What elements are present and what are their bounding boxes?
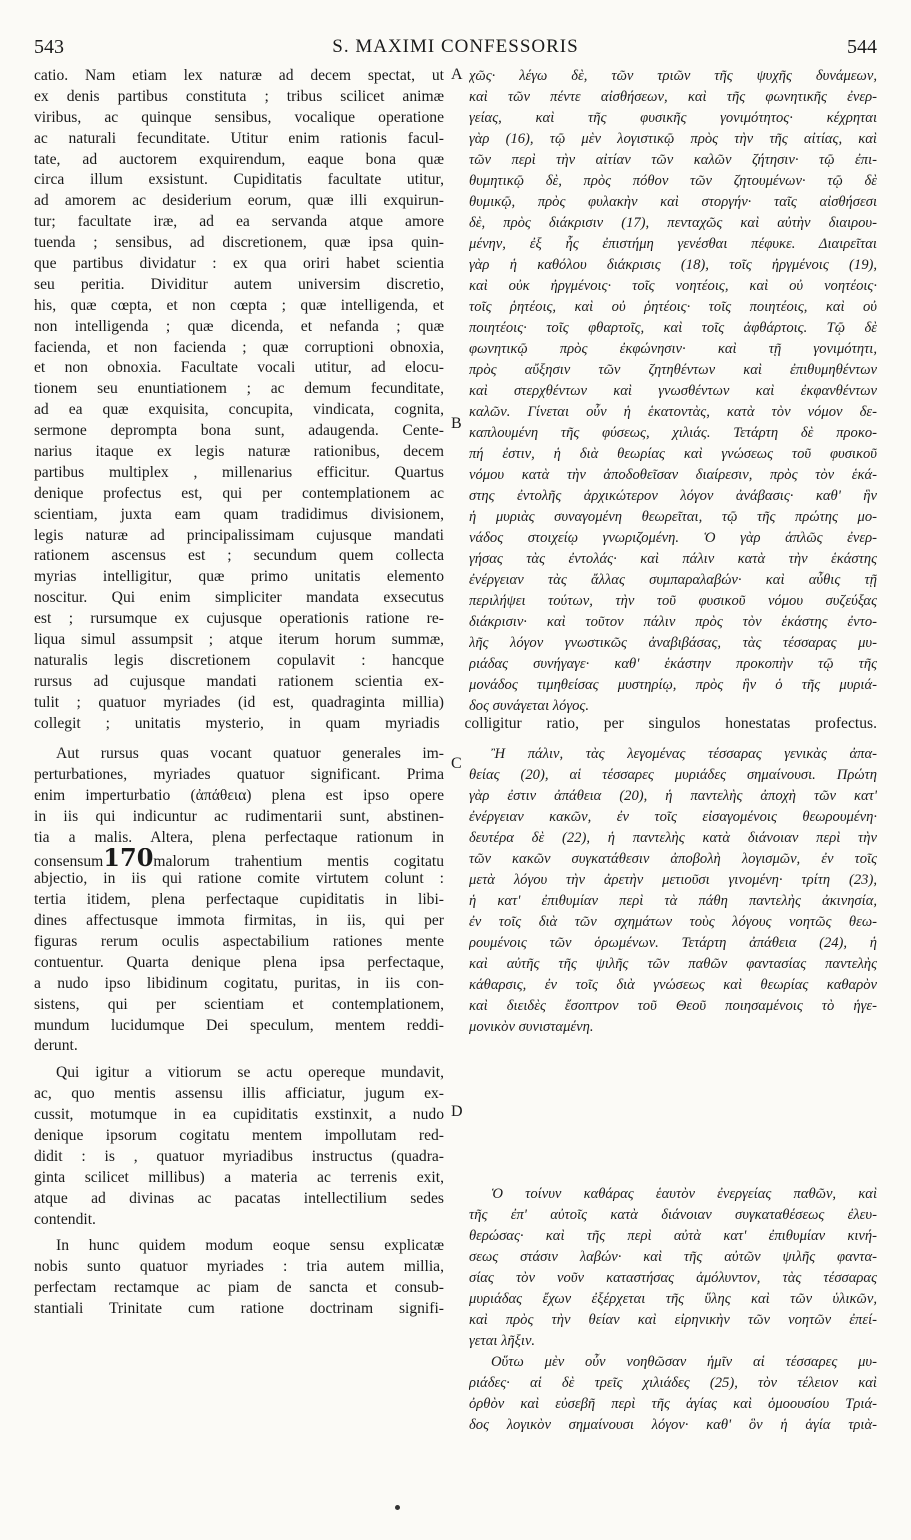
text-line: κάθαρσις, ἐν τοῖς διὰ γνώσεως καὶ θεωρίας καθαρὸν [469, 977, 877, 993]
text-line: perturbationes, myriades quatuor significant. Prima [34, 765, 444, 783]
text-line: γείας, καὶ τῆς φυσικῆς γονιμότητος· κέχρηται [469, 110, 877, 126]
text-line: καὶ πρὸς τὴν θείαν καὶ εἰρηνικὴν τῶν νοητῶν ἐπεί- [469, 1312, 877, 1328]
text-line: μονάδος τιμηθείσας μυστηρίῳ, πρὸς ἣν ὁ τῆς μυριά- [469, 677, 877, 693]
text-line: δος λογικὸν σημαίνουσι λόγον· καθ' ὃν ἡ ἁγία τριὰ- [469, 1417, 877, 1433]
text-line: narius itaque ex legis naturæ rationibus, decem [34, 443, 444, 461]
text-line: γὰρ ἐστιν ἀπάθεια (20), ἡ παντελὴς ἀποχὴ τῶν κατ' [469, 788, 877, 804]
text-line: a nudo ipso libidinum cogitatu, puritas, in iis con- [34, 974, 444, 992]
text-line: partibus multiplex , millenarius efficitur. Quartus [34, 463, 444, 481]
text-line: θείας (20), αἱ τέσσαρες μυριάδες σημαίνουσι. Πρώτη [469, 767, 877, 783]
text-line: nobis sunto quatuor myriades : tria autem millia, [34, 1258, 444, 1276]
text-line: In hunc quidem modum eoque sensu explicatæ [56, 1237, 444, 1255]
text-line: γὰρ ἡ καθόλου διάκρισις (18), τοῖς ἠργμένοις (19), [469, 257, 877, 273]
text-line: θυμητικῷ δὲ, πρὸς πόθον τῶν ζητουμένων· τῷ δὲ [469, 173, 877, 189]
text-line: καὶ οὐκ ἠργμένοις· τοῖς νοητέοις, καὶ οὐ νοητέοις· [469, 278, 877, 294]
text-line: myrias intelligitur, quæ primo unitatis elemento [34, 568, 444, 586]
greek-column-middle [469, 744, 877, 1038]
text-line: ἐνέργειαν κακῶν, ἐν τοῖς εἰσαγομένοις θεωρουμένη· [469, 809, 877, 825]
text-fragment: malorum trahentium mentis cogitatu [153, 853, 444, 870]
margin-letter-b: B [451, 415, 462, 432]
text-line: Qui igitur a vitiorum se actu opereque mundavit, [56, 1064, 444, 1082]
text-line: perfectam rectamque ac piam de sancta et consub- [34, 1279, 444, 1297]
text-line: σίας τὸν νοῦν καταστήσας ἀμόλυντον, τὰς τέσσαρας [469, 1270, 877, 1286]
text-line: tur; facultate iræ, ad ea servanda atque amore [34, 213, 444, 231]
page-number-left: 543 [34, 36, 64, 58]
text-line: ad amorem ac desiderium eorum, quæ illi exquirun- [34, 192, 444, 210]
text-line: non intelligenda ; quæ dicenda, et nefanda ; quæ [34, 317, 444, 335]
text-line: τῶν περὶ τὴν αἰτίαν τῶν καλῶν ζήτησιν· τῷ ἐπι- [469, 152, 877, 168]
text-line: sermone deprompta bona sunt, adaugenda. Cente- [34, 422, 444, 440]
text-line: contendit. [34, 1210, 96, 1228]
text-line: sistens, qui per scientiam et contemplationem, [34, 995, 444, 1013]
text-line: ac naturali fecunditate. Utitur enim rationis facul- [34, 129, 444, 147]
margin-letter-d: D [451, 1103, 463, 1120]
text-line: tuenda ; sensibus, ad discretionem, quæ ipsa quin- [34, 234, 444, 252]
text-line: περιλήψει τούτων, τὴν τοῦ φυσικοῦ νόμου συζεύξας [469, 593, 877, 609]
text-line: διάκρισιν· καὶ τοῦτον πάλιν πρὸς τὸν ἑκάστης ἐντο- [469, 614, 877, 630]
text-line: tulit ; quatuor myriades (id est, quadraginta millia) [34, 693, 444, 711]
text-line: naturalis legis discretionem copulavit : hancque [34, 651, 444, 669]
text-line: γήσας τὰς ἐντολάς· καὶ πάλιν κατὰ τὴν ἑκάστης [469, 551, 877, 567]
text-line: et non obnoxia. Facultate vocali utitur, ad elocu- [34, 359, 444, 377]
greek-column-top [469, 66, 877, 717]
running-title: S. MAXIMI CONFESSORIS [332, 36, 579, 57]
text-line: σεως στάσιν λαβών· καὶ τῆς αὐτῶν ψιλῆς φαντα- [469, 1249, 877, 1265]
text-line: viribus, ac quinque sensibus, vocalique operatione [34, 108, 444, 126]
text-line: tertia itidem, plena perfectaque cupiditatis in libi- [34, 891, 444, 909]
text-line: λῆς λόγον γνωστικῶς ἀναβιβάσας, τὰς τέσσαρας μυ- [469, 635, 877, 651]
text-line: legis naturæ ad principalissimam cujusque mandati [34, 526, 444, 544]
text-line: μένην, ἐξ ἧς ἐπιστήμη γενέσθαι πέφυκε. Διαιρεῖται [469, 236, 877, 252]
text-line: ριάδες· αἱ δὲ τρεῖς χιλιάδες (25), τὸν τέλειον καὶ [469, 1375, 877, 1391]
running-header [0, 36, 911, 60]
text-line: ρουμένοις τῶν ὁρωμένων. Τετάρτη ἀπάθεια (24), ἡ [469, 935, 877, 951]
text-line: τῆς ἐπ' αὐτοῖς κατὰ διάνοιαν συγκαταθέσεως ἐλευ- [469, 1207, 877, 1223]
text-line: his, quæ cœpta, et non cœpta ; quæ intelligenda, et [34, 296, 444, 314]
text-line: μυριάδας ἔχων ἐξέρχεται τῆς ὕλης καὶ τῶν ὑλικῶν, [469, 1291, 877, 1307]
text-line: δευτέρα δὲ (22), ἡ παντελὴς κατὰ διάνοιαν περὶ τὴν [469, 830, 877, 846]
text-line: denique ipsorum cogitatu mentem impollutam red- [34, 1127, 444, 1145]
text-line: ἡ μυριὰς συναγομένη θεωρεῖται, τῷ τῆς πρώτης μο- [469, 509, 877, 525]
text-line: catio. Nam etiam lex naturæ ad decem spectat, ut [34, 67, 444, 84]
text-line: νόμου κατὰ τὴν ἀποδοθεῖσαν διαίρεσιν, πρὸς τὸν ἑκά- [469, 467, 877, 483]
text-line: est ; rursumque ex cujusque operationis ratione re- [34, 610, 444, 628]
text-line: καὶ αὐτῆς τῆς ψιλῆς τῶν παθῶν φαντασίας παντελὴς [469, 956, 877, 972]
text-line: liqua simul assumpsit ; atque iterum horum summæ, [34, 631, 444, 649]
text-line: Ὁ τοίνυν καθάρας ἑαυτὸν ἐνεργείας παθῶν, καὶ [491, 1186, 877, 1202]
text-line: seu peritia. Dividitur autem universim discretio, [34, 275, 444, 293]
text-line: Οὕτω μὲν οὖν νοηθῶσαν ἡμῖν αἱ τέσσαρες μυ- [491, 1354, 877, 1370]
text-line: χῶς· λέγω δὲ, τῶν τριῶν τῆς ψυχῆς δυνάμεων, [469, 68, 877, 84]
text-line: φωνητικῷ πρὸς ἐκφώνησιν· καὶ τῇ γονιμότητι, [469, 341, 877, 357]
text-line: δος συνάγεται λόγος. [469, 698, 590, 714]
text-line: τοῖς ῥητέοις, καὶ οὐ ῥητέοις· τοῖς ποιητέοις, καὶ οὐ [469, 299, 877, 315]
text-line: tionem seu enuntiationem ; ac demum fecunditate, [34, 380, 444, 398]
text-line: πή ἐστιν, ἡ διὰ θεωρίας καὶ γνώσεως τοῦ φυσικοῦ [469, 446, 877, 462]
text-line: ριάδας συνήγαγε· καθ' ἑκάστην προκοπὴν τῷ τῆς [469, 656, 877, 672]
text-line: contuentur. Quarta denique plena ipsa perfectaque, [34, 953, 444, 971]
text-line: ἐνέργειαν τὰς ἄλλας συμπαραλαβών· καὶ αὖθις τῇ [469, 572, 877, 588]
print-speck [395, 1505, 400, 1510]
text-line: abjectio, in iis qui ratione comite virtutem colunt : [34, 870, 444, 888]
text-line: θυμικῷ, πρὸς φυλακὴν καὶ στοργήν· ταῖς αἰσθήσεσι [469, 194, 877, 210]
text-line: in iis qui indicuntur ac rudimentarii sunt, abstinen- [34, 807, 444, 825]
text-line: γὰρ (16), τῷ μὲν λογιστικῷ πρὸς τὴν τῆς αἰτίας, καὶ [469, 131, 877, 147]
text-fragment: consensum [34, 853, 104, 870]
text-line: ἐν τοῖς διὰ τῶν σχημάτων τοὺς λόγους νοητῶς θεω- [469, 914, 877, 930]
text-line: derunt. [34, 1037, 78, 1055]
text-line: tia a malis. Altera, plena perfectaque rationum in [34, 828, 444, 846]
text-line: πρὸς αὔξησιν τῶν ζητηθέντων καὶ ἐπιθυμηθέντων [469, 362, 877, 378]
column-number-line [34, 848, 444, 869]
text-line: facienda, et non facienda ; quæ corruptioni obnoxia, [34, 338, 444, 356]
text-line: μετὰ λόγου τὴν ἀρετὴν μετιοῦσι γινομένη· τρίτη (23), [469, 872, 877, 888]
greek-column-bottom [469, 1184, 877, 1436]
text-line: καπλουμένη τῆς φύσεως, χιλιάς. Τετάρτη δὲ προκο- [469, 425, 877, 441]
spanning-line: collegit ; unitatis mysterio, in quam myriadis colligitur ratio, per singulos honestatas profectus. [34, 715, 877, 732]
text-line: que partibus dividatur : ex qua oriri habet scientia [34, 255, 444, 273]
text-line: circa illum exsistunt. Cupiditatis facultate utitur, [34, 171, 444, 189]
text-line: noscitur. Qui enim simpliciter mandata exsecutus [34, 589, 444, 607]
text-line: ac, quo mentis assensu illis afficiatur, jugum ex- [34, 1085, 444, 1103]
text-line: ὀρθὸν καὶ εὐσεβῆ περὶ τῆς ἁγίας καὶ ὁμοουσίου Τριά- [469, 1396, 877, 1412]
text-line: τῶν κακῶν συγκατάθεσιν ἀποβολὴ λογισμῶν, ἐν τοῖς [469, 851, 877, 867]
text-line: enim imperturbatio (ἀπάθεια) plena est ipso opere [34, 786, 444, 804]
text-line: γεται λῆξιν. [469, 1333, 536, 1349]
text-line: καλῶν. Γίνεται οὖν ἡ ἑκατοντὰς, κατὰ τὸν νόμον δε- [469, 404, 877, 420]
text-line: καὶ διειδὲς ἔσοπτρον τοῦ Θεοῦ ποιησαμένοις τὸ ἡγε- [469, 998, 877, 1014]
text-line: dines affectusque immota firmitas, in iis, qui per [34, 912, 444, 930]
margin-letter-a: A [451, 66, 463, 83]
text-line: θερώσας· καὶ τῆς περὶ αὐτὰ κατ' ἐπιθυμίαν κινή- [469, 1228, 877, 1244]
text-line: καὶ τῶν πέντε αἰσθήσεων, καὶ τῆς φωνητικῆς ἐνερ- [469, 89, 877, 105]
text-line: μονικὸν συνισταμένη. [469, 1019, 594, 1035]
text-line: scientiam, juxta eam quam tradidimus divisionem, [34, 505, 444, 523]
text-line: stantiali Trinitate cum ratione doctrinam signifi- [34, 1300, 444, 1318]
text-line: atque ad divinas ac pacatas intellectilium sedes [34, 1189, 444, 1207]
text-line: denique profectus est, qui per contemplationem ac [34, 484, 444, 502]
text-line: νάδος στοιχείῳ γνωριζομένη. Ὁ γὰρ ἁπλῶς ἐνερ- [469, 530, 877, 546]
text-line: ἡ κατ' ἐπιθυμίαν περὶ τὰ πάθη παντελὴς ἀκινησία, [469, 893, 877, 909]
text-line: Aut rursus quas vocant quatuor generales im- [56, 745, 444, 762]
page-number-right: 544 [847, 36, 877, 58]
text-line: figuras rerum oculis aspectabilium rationes mente [34, 933, 444, 951]
text-line: καὶ στερχθέντων καὶ γνωσθέντων καὶ ἐκφανθέντων [469, 383, 877, 399]
column-number: 170 [103, 848, 154, 870]
text-line: didit : is , quatuor myriadibus instructus (quadra- [34, 1147, 444, 1165]
text-line: mundum lucidumque Dei speculum, mentem reddi- [34, 1016, 444, 1034]
latin-column-top [34, 66, 444, 714]
text-line: ποιητέοις· τοῖς φθαρτοῖς, καὶ τοῖς ἀφθάρτοις. Τῷ δὲ [469, 320, 877, 336]
text-line: δὲ, πρὸς διάκρισιν (17), πενταχῶς καὶ αὐτὴν διαιρου- [469, 215, 877, 231]
text-line: rursus ad cujusque mandati rationem scientia ex- [34, 672, 444, 690]
text-line: ginta scilicet millibus) a materia ac terrenis exit, [34, 1168, 444, 1186]
text-line: Ἢ πάλιν, τὰς λεγομένας τέσσαρας γενικὰς ἀπα- [491, 746, 877, 762]
text-line: ex denis partibus constituta ; tribus scilicet animæ [34, 87, 444, 105]
text-line: cussit, motumque in ea cupiditatis exstinxit, a nudo [34, 1106, 444, 1124]
text-line: tate, ad auctorem exquirendum, eaque bona quæ [34, 150, 444, 168]
text-line: rationem ascensus est ; secundum quem collecta [34, 547, 444, 565]
text-line: στης ἐντολῆς ἀρχικώτερον λόγον ἀνάβασις· καθ' ἣν [469, 488, 877, 504]
margin-letter-c: C [451, 755, 462, 772]
latin-column-bottom [34, 744, 444, 1320]
text-line: ad ea quæ exquisita, concupita, vindicata, cognita, [34, 401, 444, 419]
